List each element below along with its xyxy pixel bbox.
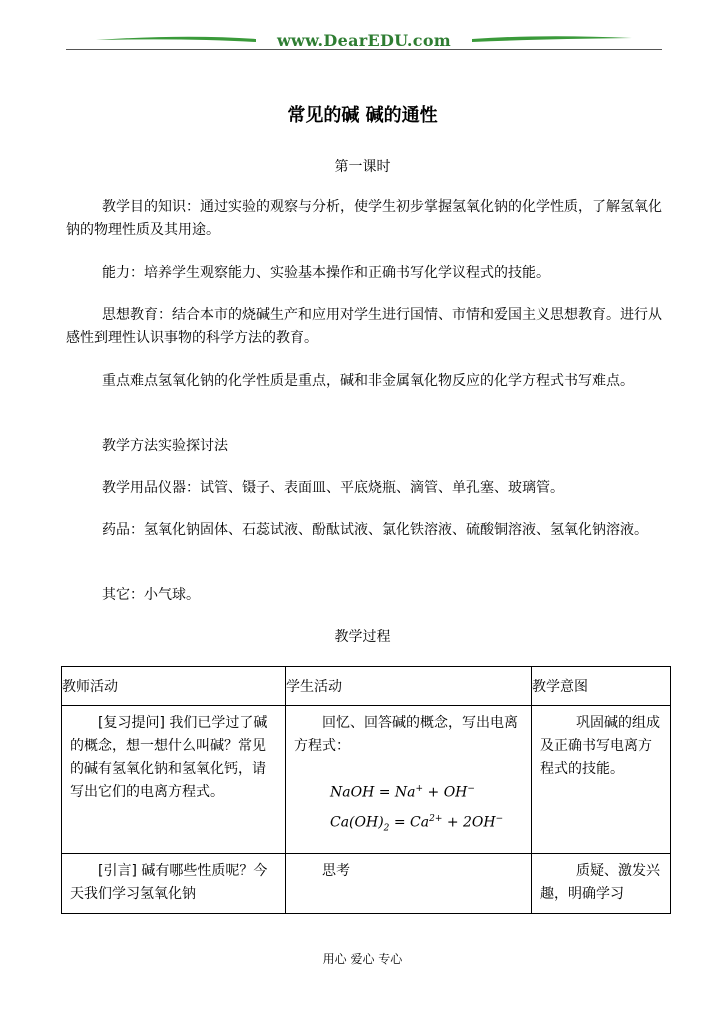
header-student-activity: 学生活动 bbox=[286, 667, 532, 706]
paragraph-key-points: 重点难点氢氧化钠的化学性质是重点，碱和非金属氧化物反应的化学方程式书写难点。 bbox=[102, 373, 634, 389]
formula-naoh: NaOH = Na+ + OH− bbox=[330, 784, 475, 801]
teacher-text: [复习提问] 我们已学过了碱的概念，想一想什么叫碱？常见的碱有氢氧化钠和氢氧化钙，请写出它们的电离方程式。 bbox=[70, 715, 268, 800]
page-footer: 用心 爱心 专心 bbox=[322, 952, 403, 966]
paragraph-ability: 能力：培养学生观察能力、实验基本操作和正确书写化学议程式的技能。 bbox=[102, 265, 550, 281]
formula-caoh2: $Ca(OH)_2 = Ca^{2+} + 2OH^-$ bbox=[330, 813, 504, 834]
teacher-cell bbox=[62, 854, 286, 914]
paragraph-objectives: 教学目的知识：通过实验的观察与分析，使学生初步掌握氢氧化钠的化学性质，了解氢氧化钠的物理性质及其用途。 bbox=[66, 199, 662, 238]
intent-text: 巩固碱的组成及正确书写电离方程式的技能。 bbox=[540, 715, 660, 777]
paragraph-moral-education: 思想教育：结合本市的烧碱生产和应用对学生进行国情、市情和爱国主义思想教育。进行从感性到理性认识事物的科学方法的教育。 bbox=[66, 307, 662, 346]
page-title: 常见的碱 碱的通性 bbox=[287, 105, 438, 126]
page-header bbox=[66, 28, 662, 54]
paragraph-reagents: 药品：氢氧化钠固体、石蕊试液、酚酞试液、氯化铁溶液、硫酸铜溶液、氢氧化钠溶液。 bbox=[102, 522, 648, 538]
intent-cell bbox=[532, 854, 671, 914]
intent-text: 质疑、激发兴趣，明确学习 bbox=[540, 863, 660, 902]
intent-cell bbox=[532, 706, 671, 854]
student-cell bbox=[286, 854, 532, 914]
student-cell bbox=[286, 706, 532, 854]
table-row bbox=[62, 706, 671, 854]
student-text: 回忆、回答碱的概念，写出电离方程式： bbox=[294, 715, 518, 754]
student-text: 思考 bbox=[322, 863, 350, 879]
table-row bbox=[62, 854, 671, 914]
table-header-row bbox=[62, 667, 671, 706]
lesson-process-table bbox=[61, 666, 671, 914]
header-teaching-intent: 教学意图 bbox=[532, 667, 671, 706]
paragraph-other: 其它：小气球。 bbox=[102, 587, 200, 603]
teacher-text: [引言] 碱有哪些性质呢？今天我们学习氢氧化钠 bbox=[70, 863, 268, 902]
paragraph-method: 教学方法实验探讨法 bbox=[102, 438, 228, 454]
paragraph-instruments: 教学用品仪器：试管、镊子、表面皿、平底烧瓶、滴管、单孔塞、玻璃管。 bbox=[102, 480, 564, 496]
header-teacher-activity: 教师活动 bbox=[62, 667, 286, 706]
process-label: 教学过程 bbox=[334, 629, 391, 645]
teacher-cell bbox=[62, 706, 286, 854]
site-logo: www.DearEDU.com bbox=[276, 31, 452, 50]
lesson-label: 第一课时 bbox=[334, 159, 391, 175]
